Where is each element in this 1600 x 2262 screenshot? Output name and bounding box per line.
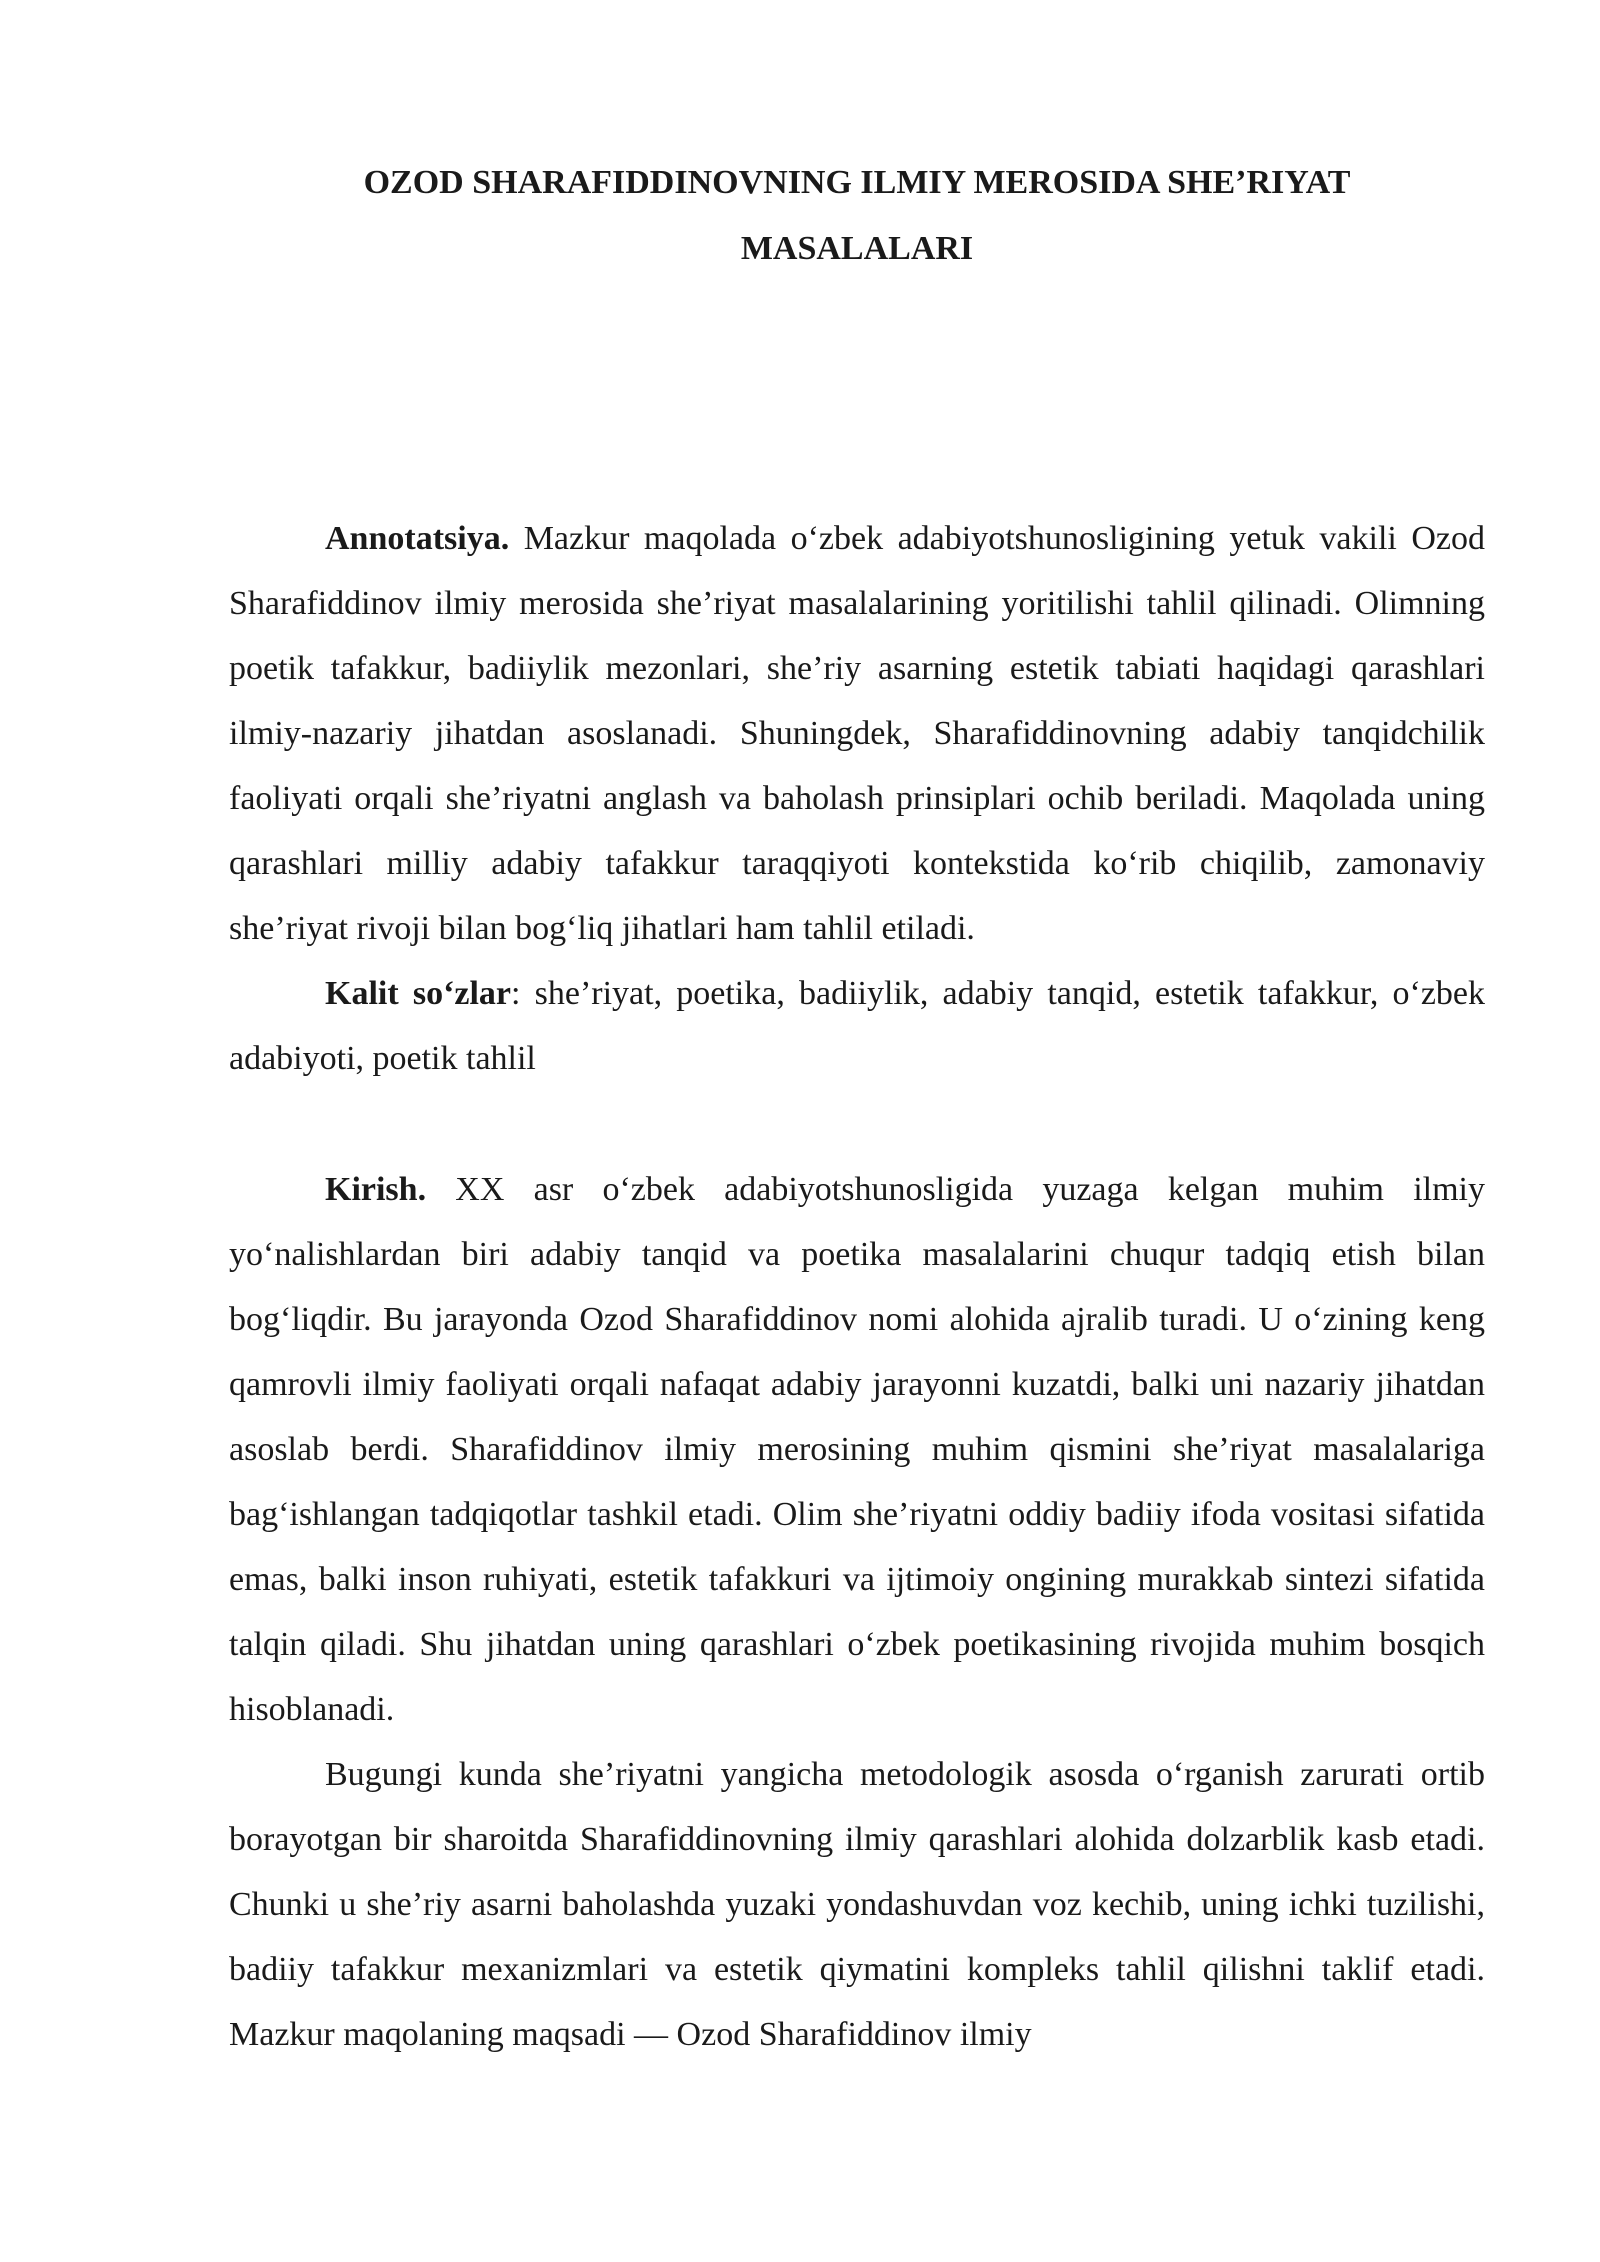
intro-paragraph [229,1157,1485,1742]
annotation-text: Mazkur maqolada o‘zbek adabiyotshunosligining yetuk vakili Ozod Sharafiddinov ilmiy merosida she’riyat masalalarining yoritilishi tahlil qilinadi. Olimning poetik tafakkur, badiiylik mezonlari, she’riy asarning estetik tabiati haqidagi qarashlari ilmiy-nazariy jihatdan asoslanadi. Shuningdek, Sharafiddinovning adabiy tanqidchilik faoliyati orqali she’riyatni anglash va baholash prinsiplari ochib beriladi. Maqolada uning qarashlari milliy adabiy tafakkur taraqqiyoti kontekstida ko‘rib chiqilib, zamonaviy she’riyat rivoji bilan bog‘liq jihatlari ham tahlil etiladi. [229,520,1485,947]
title-line-1: OZOD SHARAFIDDINOVNING ILMIY MEROSIDA SHE’RIYAT [363,164,1351,201]
document-title [229,150,1485,282]
keywords-paragraph [229,961,1485,1091]
keywords-text: : she’riyat, poetika, badiiylik, adabiy tanqid, estetik tafakkur, o‘zbek adabiyoti, poetik tahlil [229,975,1486,1077]
annotation-paragraph [229,506,1485,961]
intro-text: XX asr o‘zbek adabiyotshunosligida yuzaga kelgan muhim ilmiy yo‘nalishlardan biri adabiy tanqid va poetika masalalarini chuqur tadqiq etish bilan bog‘liqdir. Bu jarayonda Ozod Sharafiddinov nomi alohida ajralib turadi. U o‘zining keng qamrovli ilmiy faoliyati orqali nafaqat adabiy jarayonni kuzatdi, balki uni nazariy jihatdan asoslab berdi. Sharafiddinov ilmiy merosining muhim qismini she’riyat masalalariga bag‘ishlangan tadqiqotlar tashkil etadi. Olim she’riyatni oddiy badiiy ifoda vositasi sifatida emas, balki inson ruhiyati, estetik tafakkuri va ijtimoiy ongining murakkab sintezi sifatida talqin qiladi. Shu jihatdan uning qarashlari o‘zbek poetikasining rivojida muhim bosqich hisoblanadi. [229,1171,1485,1728]
intro-label: Kirish. [325,1171,427,1208]
annotation-label: Annotatsiya. [325,520,510,557]
title-line-2: MASALALARI [740,230,974,267]
document-page [229,150,1485,2067]
keywords-label: Kalit so‘zlar [325,975,512,1012]
body-paragraph-2: Bugungi kunda she’riyatni yangicha metodologik asosda o‘rganish zarurati ortib borayotgan bir sharoitda Sharafiddinovning ilmiy qarashlari alohida dolzarblik kasb etadi. Chunki u she’riy asarni baholashda yuzaki yondashuvdan voz kechib, uning ichki tuzilishi, badiiy tafakkur mexanizmlari va estetik qiymatini kompleks tahlil qilishni taklif etadi. Mazkur maqolaning maqsadi — Ozod Sharafiddinov ilmiy [229,1756,1485,2053]
